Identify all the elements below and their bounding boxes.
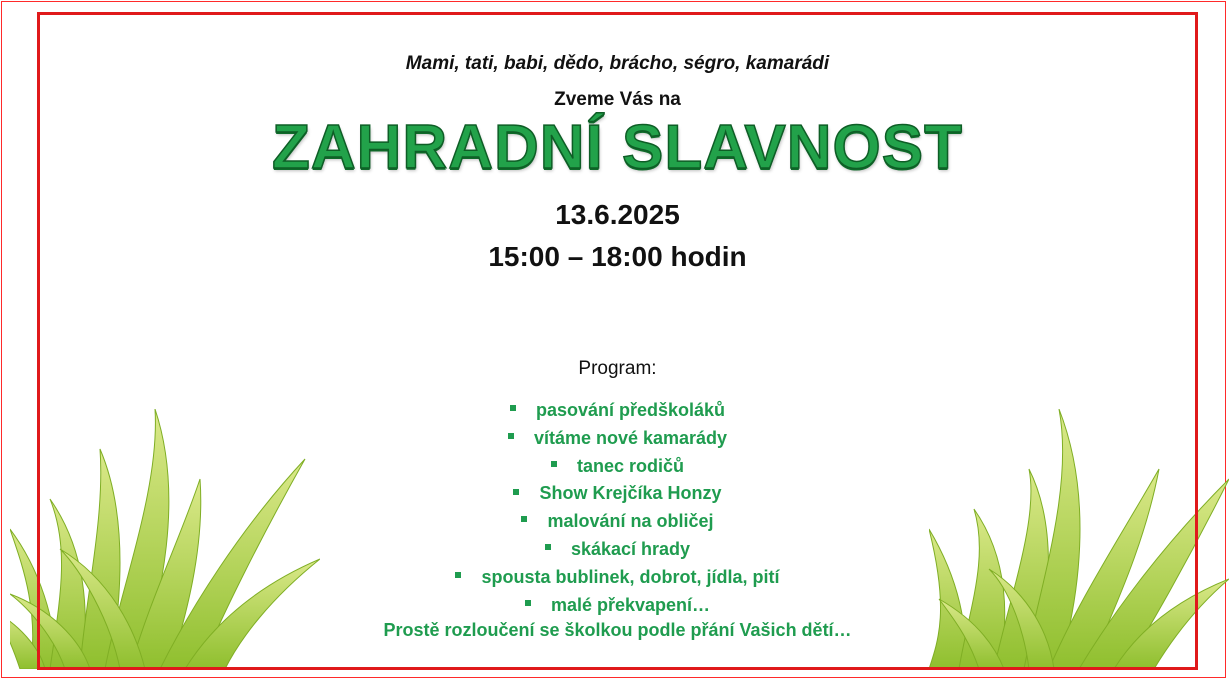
list-item [37, 508, 1198, 536]
list-item-label: Show Krejčíka Honzy [539, 483, 722, 504]
list-item [37, 564, 1198, 592]
list-item [37, 592, 1198, 620]
event-title: ZAHRADNÍ SLAVNOST [272, 113, 963, 182]
list-item-label: vítáme nové kamarády [533, 427, 728, 448]
bullet-icon [551, 461, 557, 467]
bullet-icon [510, 405, 516, 411]
list-item [37, 453, 1198, 481]
program-list [37, 397, 1198, 619]
bullet-icon [508, 433, 514, 439]
list-item-label: spousta bublinek, dobrot, jídla, pití [481, 566, 780, 587]
list-item-label: skákací hrady [570, 538, 691, 559]
closing-line: Prostě rozloučení se školkou podle přání Vašich dětí… [383, 620, 852, 640]
event-date: 13.6.2025 [555, 199, 680, 230]
list-item [37, 536, 1198, 564]
bullet-icon [455, 572, 461, 578]
bullet-icon [545, 544, 551, 550]
list-item-label: tanec rodičů [576, 455, 685, 476]
bullet-icon [525, 600, 531, 606]
program-label: Program: [578, 358, 657, 379]
invite-line: Zveme Vás na [554, 89, 681, 110]
bullet-icon [513, 489, 519, 495]
list-item-label: pasování předškoláků [535, 400, 726, 420]
list-item [37, 480, 1198, 508]
list-item [37, 397, 1198, 425]
list-item-label: malování na obličej [547, 511, 714, 532]
list-item [37, 425, 1198, 453]
greeting-line: Mami, tati, babi, dědo, brácho, ségro, kamarádi [405, 53, 830, 74]
event-time: 15:00 – 18:00 hodin [488, 241, 747, 272]
bullet-icon [521, 516, 527, 522]
list-item-label: malé překvapení… [550, 594, 711, 615]
